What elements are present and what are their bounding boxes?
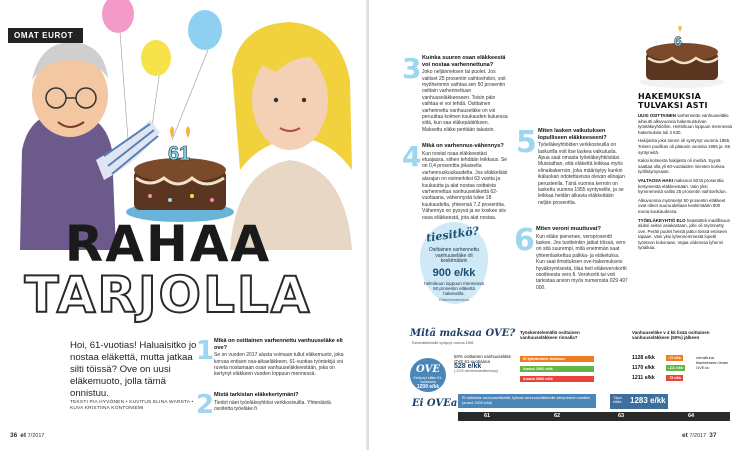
full-pension-label: Täysi eläke — [613, 396, 622, 404]
issue: 7/2017 — [27, 433, 45, 439]
sidebar-text: haastatteli madillisuun aluksi seitse asiakastaan, jolle oli myönnetty ove. Peräti puolet heistä jatkoi töissä entiseen tapaan. Vain yksi lyhennemmestä lopetti työnteon kokonaan. Vajaa viidesosa lyhensi työaikaa. — [638, 217, 731, 251]
no-ove-description: Ei osittaista vanhuuseläkettä, työssä vanhuuseläkkeelle siirtymiseen saakka (ansiot 2000 e/kk) — [458, 394, 596, 408]
issue: 7/2017 — [689, 433, 707, 439]
age-scale — [458, 412, 730, 421]
pension-amount: 1128 e/kk — [632, 355, 655, 361]
sidebar-subhead: TYÖELÄKEYHTIÖ ELO — [638, 217, 686, 223]
qa-answer: Joko neljänneksen tai puolet. Jos valitset 25 prosentin vaihtoehdon, voit myöhemmin vaihtaa sen 50 prosentin osittain varhennettuun vanhuuseläkkeeseen. Toisin päin vaihtaa ei voi tehdä. Osittainen varhennettu vanhuuseläke on voi peruuttaa kolmen kuukauden kuluessa siitä, kun saa eläkepäätöksen. Maksettu eläke peritään takaisin. — [422, 69, 508, 133]
sidebar-text: varhennettu vanhuuseläke aiheutti alkuvuonna hakemustulvan työeläkeyhtiöihin. Helmikuun loppuun mennessä hakemuksia tuli 3 630. — [638, 113, 732, 135]
did-you-know-title: tiesitkö? — [425, 224, 480, 245]
qa-number: 4 — [402, 140, 422, 173]
folio-left — [10, 432, 44, 439]
ove-example-hint: (-12% varhennusvähennys) — [454, 369, 498, 373]
qa-number: 3 — [402, 52, 422, 85]
did-you-know-box — [420, 222, 488, 304]
ove-example-text: 50% osittainen vanhuuseläke OVE 61-vuotiaana — [454, 354, 512, 364]
credits-line-1: TEKSTI PIA HYVÖNEN • KUVITUS ELINA WARSTA • — [70, 400, 194, 405]
column-heading-work: Työskentelemällä osittainen vanhuuseläkkeen rinnalla? — [520, 330, 580, 340]
full-pension-box — [610, 394, 668, 409]
magazine-name: et — [682, 432, 688, 439]
qa-answer: Se on vuoden 2017 alusta voimaan tullut eläkemuoto, joka korvaa entisen osa-aikaeläkkeen. 61-vuotias työntekijä voi ruveta nostamaan osan vanhuuseläkkeestään, joka on kertynyt eläkkeen vuoden loppuun mennessä. — [214, 352, 344, 378]
qa-question: Miten veroni muuttuvat? — [536, 226, 601, 232]
ove-example — [454, 354, 518, 374]
age-tick: 64 — [688, 413, 695, 419]
pension-reduction-tag: -75 e/kk — [668, 376, 682, 380]
section-tag: OMAT EUROT — [8, 28, 83, 43]
ove-example-amount: 528 e/kk — [454, 363, 482, 370]
qa-question: Mikä on varhennus-vähennys? — [422, 143, 504, 149]
ove-badge-amount: 1200 e/kk — [416, 384, 440, 390]
sidebar-subhead: UUSI OSITTAINEN — [638, 113, 676, 118]
infographic-title: Mitä maksaa OVE? — [410, 328, 516, 339]
yellow-balloon — [141, 40, 171, 76]
ove-badge-text: Kertynyt eläke 61-vuotiaana — [413, 376, 443, 384]
qa-number: 2 — [196, 390, 215, 420]
folio-right — [682, 432, 716, 439]
work-bar-none: Ei työskentele lainkaan — [520, 356, 594, 362]
pension-reduction-tag: -72 e/kk — [668, 356, 682, 360]
credits-line-2: KUVA KRISTIINA KONTONIEMI — [70, 406, 144, 411]
did-you-know-source: Eläketurvakeskus — [439, 297, 469, 302]
qa-number: 1 — [196, 336, 215, 366]
sidebar-text: Alkuvuonna myönnetyt 50 prosentin eläkkeet ovat olleet suuruudeltaan keskimäärin 900 euroa kuukaudessa. — [638, 197, 726, 214]
pension-amount: 1211 e/kk — [632, 375, 655, 381]
qa-item-6 — [514, 223, 628, 291]
ove-badge — [410, 358, 446, 392]
infographic-subtitle: Esimerkkihenkilö syntynyt vuonna 1956 — [412, 341, 474, 345]
qa-question: Miten lasken vaikutuksen lopulliseen eläkkeeseeni? — [538, 128, 607, 141]
age-tick: 62 — [554, 413, 561, 419]
pension-reduction-tag: -111 e/kk — [668, 366, 683, 370]
did-you-know-text-2: helmikuun loppuun mennessä 50 prosentin eläkettä hakeneilla. — [424, 280, 484, 297]
page-number: 37 — [709, 432, 717, 439]
did-you-know-text: Osittainen varhennettu vanhuuseläke oli keskimäärin — [428, 247, 480, 265]
sidebar-text: maksuun 50:tä prosenttia kertyneestä eläkkeestään. Vain yksi kymmenestä valitsi 25 prosentin vaihtoehdon. — [638, 177, 727, 195]
age-tick: 61 — [484, 413, 491, 419]
qa-number: 6 — [514, 223, 535, 258]
qa-answer: Kun nostat osaa eläkkeestäsi etuajassa, siihen tehdään leikkaus. Se on 0,4 prosenttia jokaiselta varhennuskuukaudelta. Jos eläkkeläisi alarajan on esimerkiksi 63 vuotta ja kuukautta ja alat nostaa osittaista varhennettua vanhuuseläkettä 62-vuotiaana, vähennystä tulee 18 kuukaudelta, yhteensä 7,2 prosenttia. Vähennys on pysyvä ja se koskee siis osaa eläkkeestä, jota alat nostaa. — [422, 150, 508, 221]
qa-answer: Työeläkeyhtiöiden verkkosivuilla on laskurilla voit itse laskea vaikutusta. Apua saat omasta työeläkeyhtiöstäsi. Muistathan, että eläkettä leikkaa myös elinaikakerroin, joka määräytyy kunkin ikäluokan odotettavissa olevan elinajan perusteella. Tänä vuonna kerroin on laskettu vuonna 1955 syntyneille, ja se leikkaa heidän alkavia eläkkeitään neljän prosenttia. — [538, 142, 625, 206]
blue-balloon — [188, 10, 222, 50]
qa-item-2 — [196, 390, 346, 420]
lead-paragraph: Hoi, 61-vuotias! Haluaisitko jo nostaa eläkettä, mutta jatkaa silti töissä? Ove on uusi eläkemuoto, jolla tämä onnistuu. — [70, 340, 197, 399]
pension-infographic — [410, 328, 730, 428]
magazine-name: et — [20, 432, 27, 439]
qa-item-3 — [402, 52, 510, 133]
work-bar-2000: Ansiot 2000 e/kk — [520, 376, 594, 382]
ove-badge-title: OVE — [416, 364, 440, 375]
qa-number: 5 — [516, 125, 537, 160]
headline-line-1: RAHAA — [64, 215, 272, 273]
page-number: 36 — [10, 432, 18, 439]
left-page — [0, 0, 367, 450]
qa-question: Mikä on osittainen varhennettu vanhuuseläke eli ove? — [214, 338, 343, 351]
sidebar — [638, 92, 732, 251]
no-ove-label: Ei OVEa — [412, 398, 458, 409]
work-bar-1000: Ansiot 1000 e/kk — [520, 366, 594, 372]
qa-question: Kuinka suuren osan eläkkeestä voi nostaa varhennettuna? — [422, 55, 506, 68]
column-heading-pension: Vanhuuseläke v 4 kk lisää osittainen vanhuuseläkkeen (50%) jälkeen — [632, 330, 710, 340]
qa-answer: Tiedot näet työeläkeyhtiösi verkkosivuilta. Yhtenäistä osoitetta työeläke.fi — [214, 399, 331, 412]
sidebar-text: Hakijoista joka toinen oli syntynyt vuonna 1955. Toinen puolikas oli pääosin vuosina 1956 ja -56 syntyneitä. — [638, 138, 731, 155]
qa-item-5 — [516, 125, 628, 206]
headline-line-2: TARJOLLA — [24, 266, 312, 324]
qa-item-4 — [402, 140, 510, 221]
qa-question: Mistä tarkistan eläkekertymäni? — [214, 392, 299, 398]
qa-item-1 — [196, 338, 346, 378]
sidebar-subhead: VALTAOSA HAKI — [638, 177, 673, 183]
credits — [70, 400, 205, 412]
pension-amount: 1170 e/kk — [632, 365, 655, 371]
full-pension-amount: 1283 e/kk — [630, 396, 666, 405]
svg-text:61: 61 — [168, 143, 191, 165]
qa-answer: Kun eläke pienenee, veroprosentti laskee. Jos tuotteinkin jatkat töissä, vero on sitä suurempi, mitä enemmän saat yhteenlaskettua palkka- ja eläketuloa. Kun saat ilmoituksen ove-hakemuksesi hyväksymisestä, tilaa heti eläkeverokortti osoitteesta vero.fi. Verokortti tai voit tarkistaa arvion myös numerosta 029 497 000. — [536, 233, 628, 291]
cake-illustration — [636, 26, 728, 88]
did-you-know-amount: 900 e/kk — [432, 266, 476, 279]
sidebar-title: HAKEMUKSIA TULVAKSI ASTI — [638, 92, 708, 110]
headline — [18, 215, 318, 324]
sidebar-text: Kaksi kolmesta hakijasta oli miehiä. Syynä saattaa olla yli 60-vuotiaiden miesten korkea työllistymysaste. — [638, 158, 725, 175]
svg-text:6: 6 — [674, 33, 682, 49]
compare-note: verrattuna tilanteeseen ilman OVE:ia — [696, 355, 729, 370]
age-tick: 63 — [618, 413, 625, 419]
pink-balloon — [102, 0, 134, 33]
